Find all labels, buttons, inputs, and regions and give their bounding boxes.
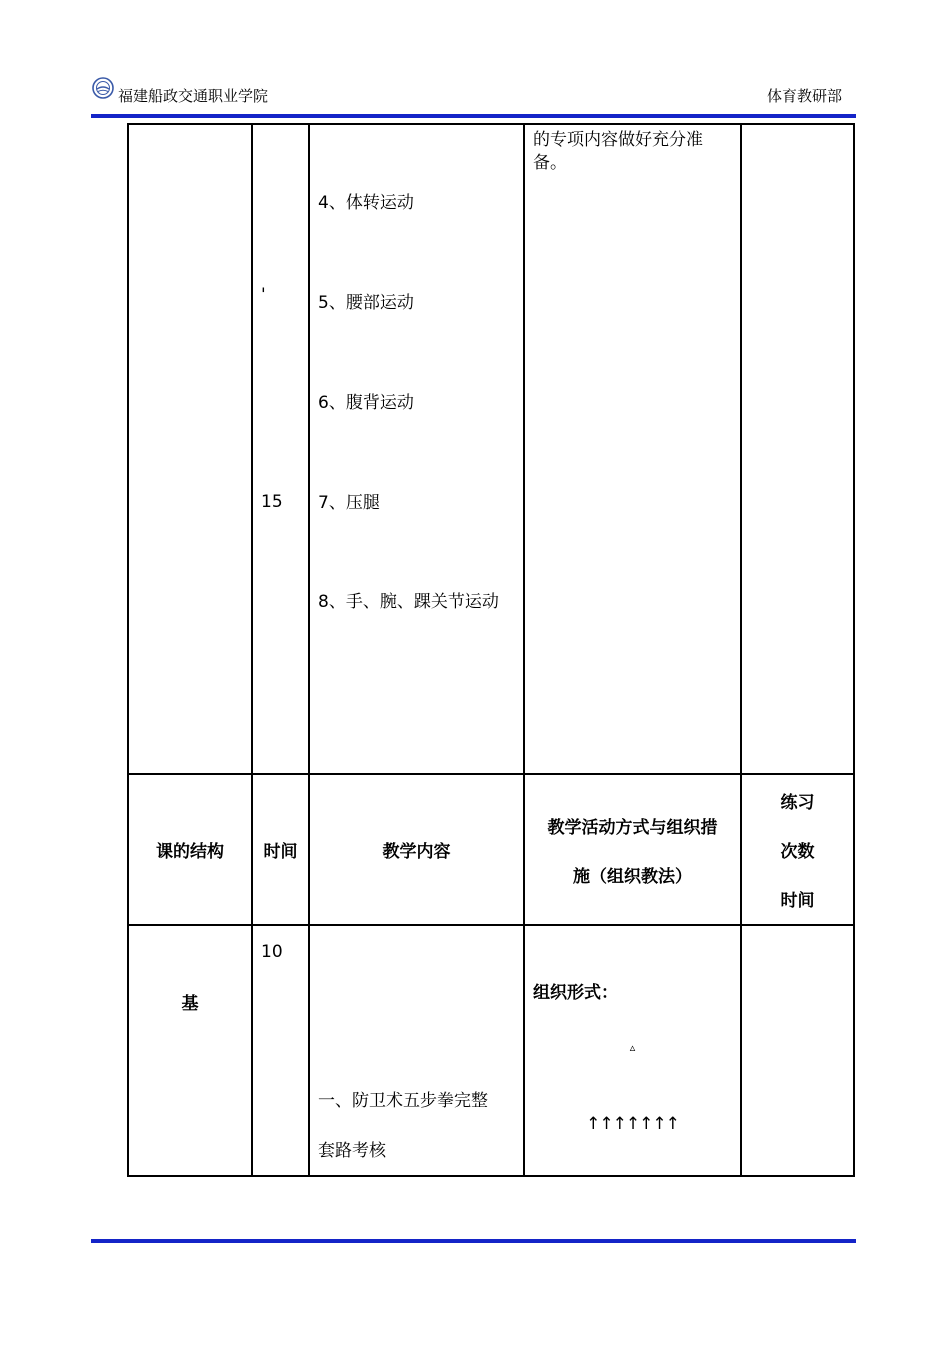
header-method-line: 施（组织教法） bbox=[573, 867, 692, 887]
table-divider-4 bbox=[740, 123, 742, 1177]
table-border-right bbox=[853, 123, 855, 1177]
footer-rule bbox=[91, 1239, 856, 1243]
table-row-divider-1 bbox=[127, 773, 855, 775]
school-logo-icon bbox=[92, 77, 114, 99]
time-cell: 10 bbox=[261, 942, 283, 962]
header-structure: 课的结构 bbox=[156, 842, 224, 862]
header-practice-line: 次数 bbox=[780, 842, 815, 862]
content-item: 5、腰部运动 bbox=[318, 293, 414, 313]
institution-name: 福建船政交通职业学院 bbox=[118, 87, 269, 105]
content-item: 4、体转运动 bbox=[318, 193, 414, 213]
time-value: 15 bbox=[261, 492, 283, 512]
header-time: 时间 bbox=[263, 842, 298, 862]
time-mark: ' bbox=[261, 285, 266, 305]
teacher-symbol: ▵ bbox=[629, 1041, 636, 1054]
table-border-bottom bbox=[127, 1175, 855, 1177]
table-divider-3 bbox=[523, 123, 525, 1177]
header-content: 教学内容 bbox=[382, 842, 451, 862]
table-divider-1 bbox=[251, 123, 253, 1177]
students-formation: ↑↑↑↑↑↑↑ bbox=[586, 1114, 679, 1134]
header-practice-line: 时间 bbox=[780, 891, 815, 911]
table-divider-2 bbox=[308, 123, 310, 1177]
header-method-line: 教学活动方式与组织措 bbox=[547, 818, 718, 838]
organization-form-title: 组织形式： bbox=[533, 983, 618, 1003]
content-item: 6、腹背运动 bbox=[318, 393, 414, 413]
structure-cell: 基 bbox=[181, 994, 199, 1014]
content-item: 8、手、腕、踝关节运动 bbox=[318, 592, 499, 612]
department-name: 体育教研部 bbox=[766, 87, 842, 105]
header-practice-line: 练习 bbox=[780, 793, 815, 813]
table-border-top bbox=[127, 123, 855, 125]
content-item: 7、压腿 bbox=[318, 493, 380, 513]
table-border-left bbox=[127, 123, 129, 1177]
table-row-divider-2 bbox=[127, 924, 855, 926]
content-line: 一、防卫术五步拳完整 bbox=[318, 1091, 488, 1111]
method-text-line: 的专项内容做好充分准 bbox=[533, 130, 703, 150]
content-line: 套路考核 bbox=[318, 1141, 386, 1161]
header-rule bbox=[91, 114, 856, 118]
method-text-line: 备。 bbox=[533, 153, 567, 173]
